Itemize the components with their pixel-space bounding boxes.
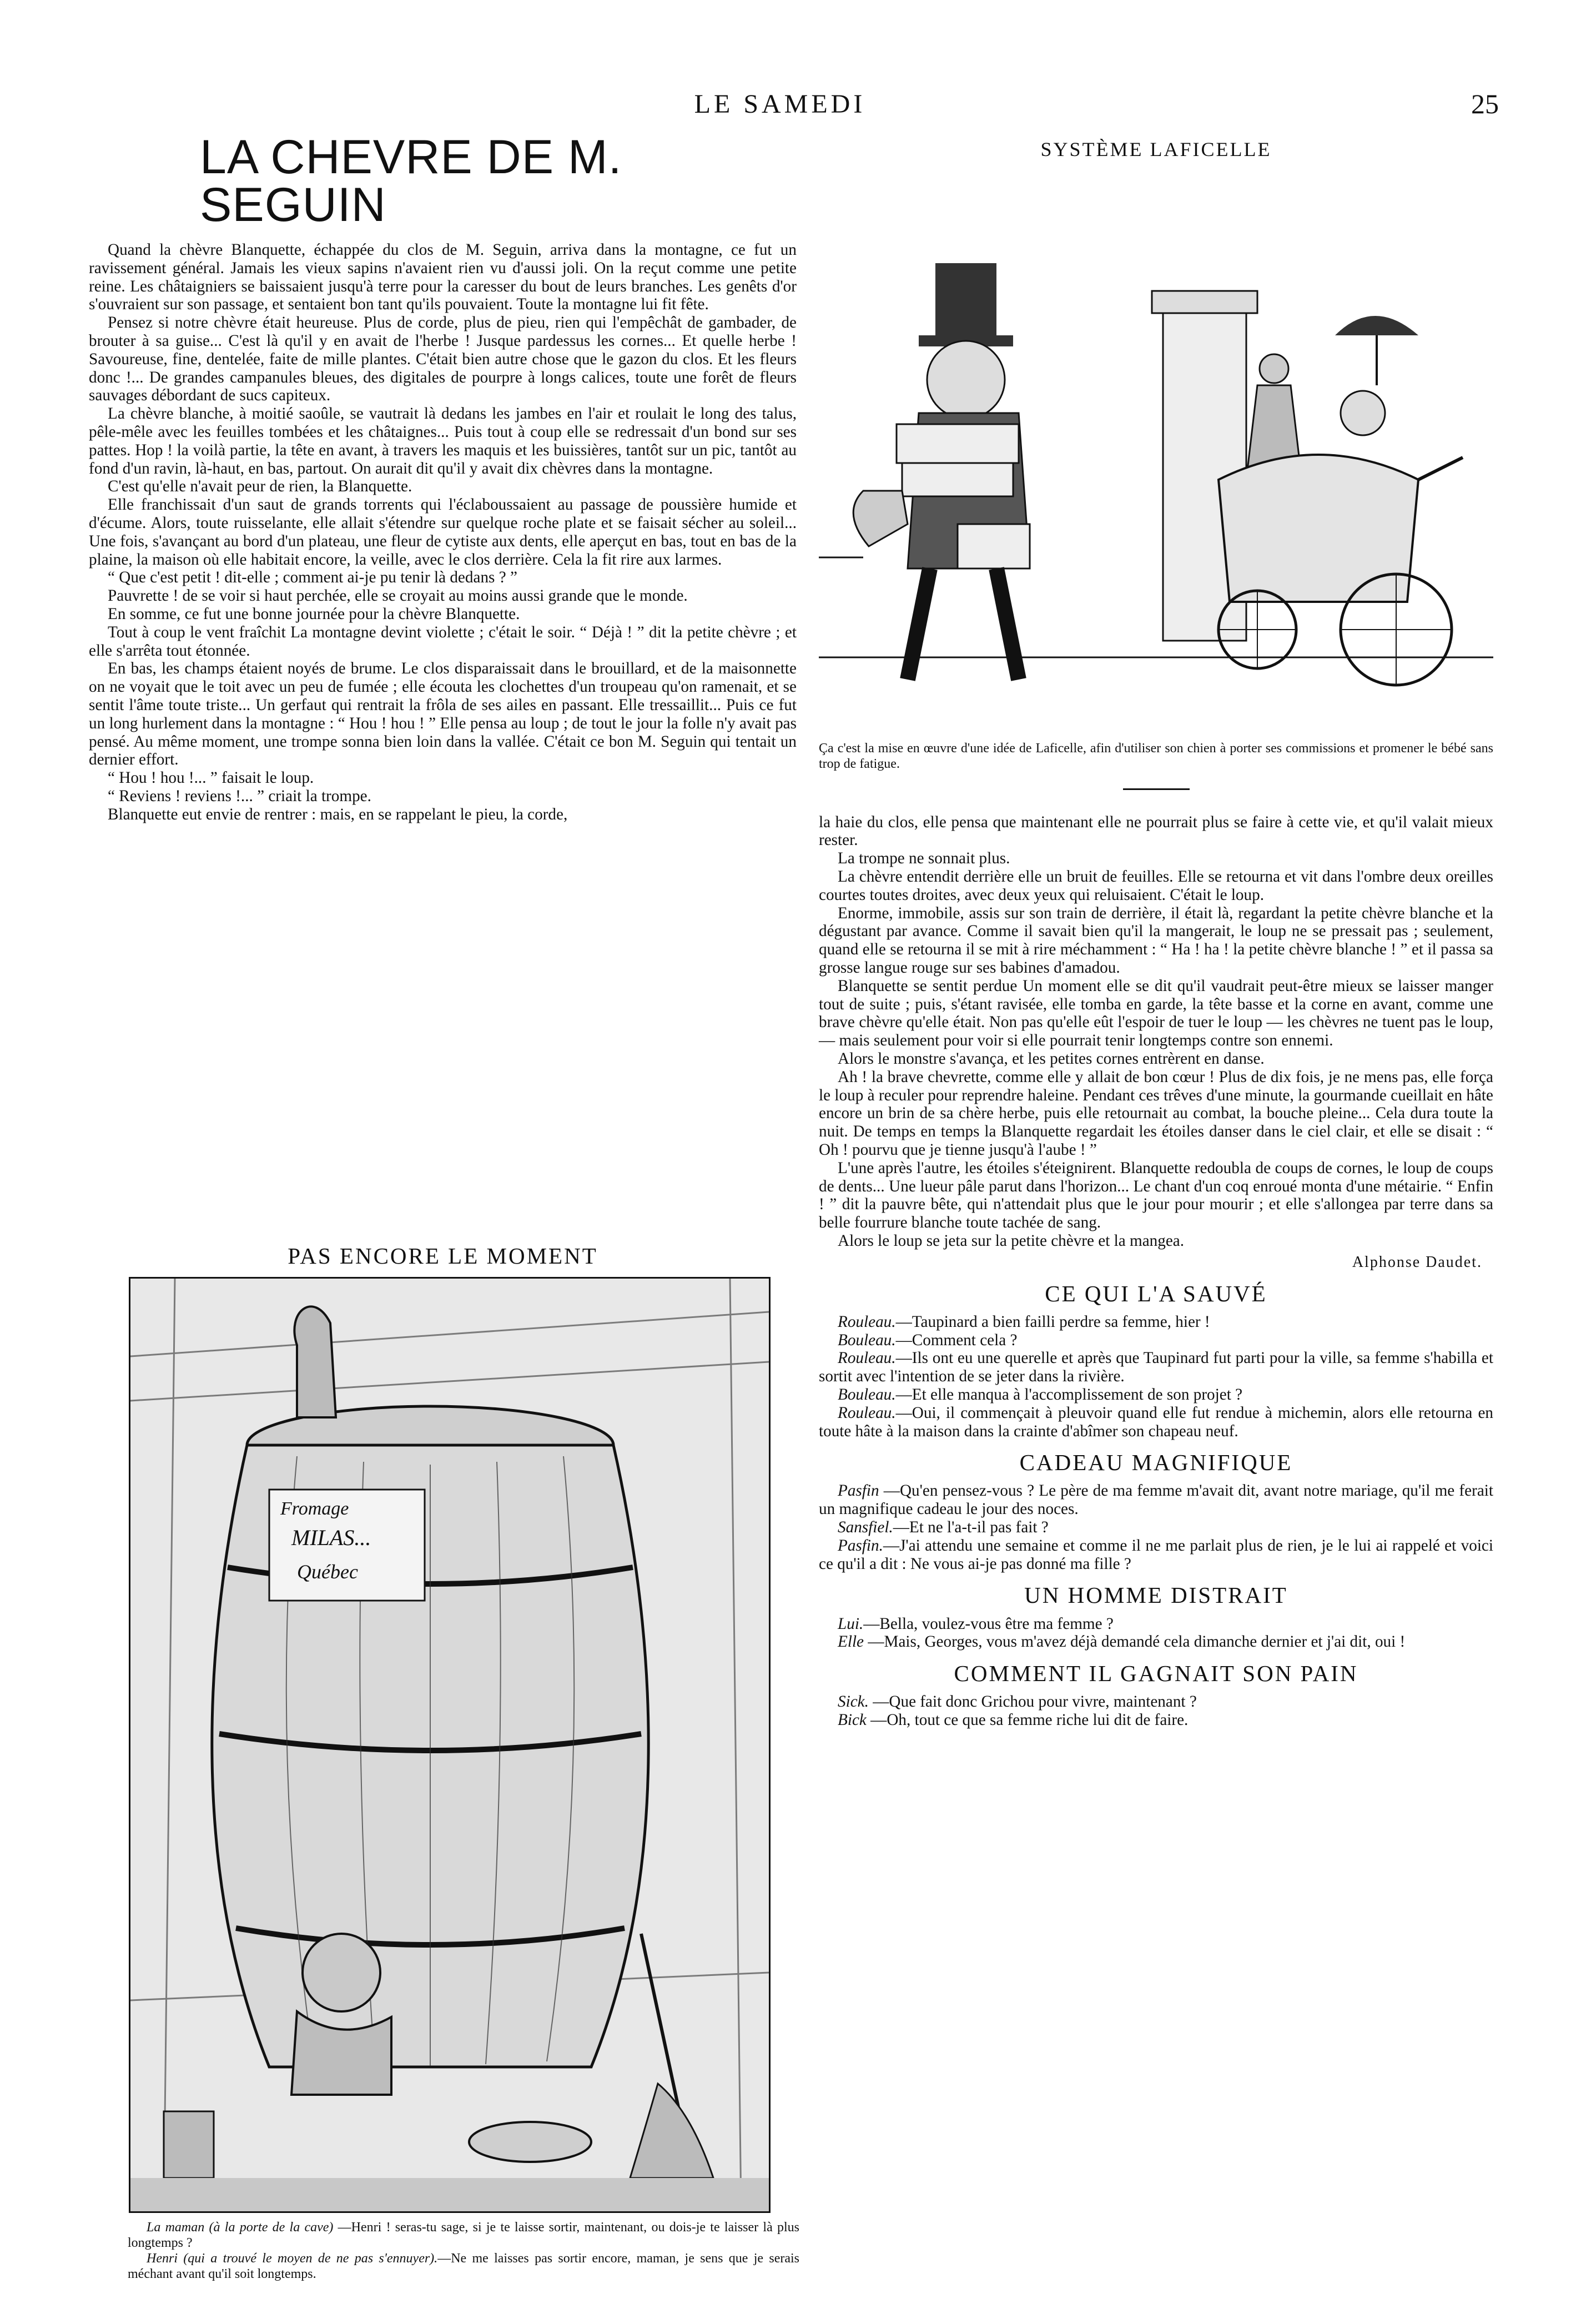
barrel-label-line: Fromage: [280, 1498, 349, 1519]
article-body: [89, 241, 797, 824]
cellar-barrel-drawing: [130, 1279, 769, 2211]
dialog-line: [819, 1633, 1493, 1651]
article-paragraph: Pensez si notre chèvre était heureuse. Plus de corde, plus de pieu, rien qui l'empêchât de gambader, de brouter à sa guise... C'est là qu'il y en avait de l'herbe ! Jusque pardessus les cornes... Et quelle herbe ! Savoureuse, fine, dentelée, faite de mille plantes. C'était bien autre chose que le gazon du clos. Et les fleurs donc !... De grandes campanules bleues, des digitales de pourpre à longs calices, toute une forêt de fleurs sauvages débordant de sucs capiteux.: [89, 314, 797, 405]
dialog-text: —Mais, Georges, vous m'avez déjà demandé cela dimanche dernier et j'ai dit, oui !: [864, 1633, 1406, 1651]
article-title: LA CHEVRE DE M. SEGUIN: [200, 130, 622, 232]
article-paragraph: la haie du clos, elle pensa que maintenant elle ne pourrait plus se faire à cette vie, et qu'il valait mieux rester.: [819, 813, 1493, 849]
joke-title: CE QUI L'A SAUVÉ: [1045, 1280, 1267, 1306]
caption-line: [128, 2251, 799, 2282]
cartoon-top-caption: Ça c'est la mise en œuvre d'une idée de Laficelle, afin d'utiliser son chien à porter ses commissions et promener le bébé sans trop de fatigue.: [819, 741, 1493, 771]
dialog-line: [819, 1349, 1493, 1386]
caption-speaker: Henri (qui a trouvé le moyen de ne pas s'ennuyer).: [147, 2251, 438, 2266]
dialog-line: [819, 1615, 1493, 1633]
dialog-line: [819, 1482, 1493, 1518]
article-paragraph: Tout à coup le vent fraîchit La montagne devint violette ; c'était le soir. “ Déjà ! ” dit la petite chèvre ; et elle s'arrêta tout étonnée.: [89, 623, 797, 660]
barrel-label-line: Québec: [297, 1561, 358, 1583]
caption-text: —Henri ! seras-tu sage, si je te laisse sortir, maintenant, ou dois-je te laisser là plus longtemps ?: [128, 2220, 800, 2250]
cartoon-top-illustration: [819, 169, 1493, 724]
dialog-speaker: Rouleau.: [838, 1349, 896, 1367]
article-paragraph: Enorme, immobile, assis sur son train de derrière, il était là, regardant la petite chèvre blanche et la dégustant par avance. Comme il savait bien qu'il la mangerait, le loup ne se pressait pas ; seulement, quand elle se retourna il se mit à rire méchamment : “ Ha ! ha ! la petite chèvre blanche ! ” et il passa sa grosse langue rouge sur ses babines d'amadou.: [819, 904, 1493, 977]
joke-title: COMMENT IL GAGNAIT SON PAIN: [954, 1661, 1358, 1687]
dialog-text: —Et elle manqua à l'accomplissement de son projet ?: [895, 1386, 1243, 1404]
caption-line: [128, 2220, 799, 2251]
joke-body: [819, 1482, 1493, 1573]
article-paragraph: La trompe ne sonnait plus.: [838, 849, 1010, 868]
article-paragraph: Pauvrette ! de se voir si haut perchée, elle se croyait au moins aussi grande que le monde.: [108, 587, 688, 605]
dialog-text: —Oui, il commençait à pleuvoir quand elle fut rendue à michemin, alors elle retourna en toute hâte à la maison dans la crainte d'abîmer son chapeau neuf.: [819, 1404, 1493, 1440]
article-paragraph: “ Que c'est petit ! dit-elle ; comment ai-je pu tenir là dedans ? ”: [108, 569, 517, 587]
dialog-speaker: Rouleau.: [838, 1312, 896, 1331]
dialog-text: —Et ne l'a-t-il pas fait ?: [893, 1518, 1049, 1537]
dialog-text: —Comment cela ?: [895, 1331, 1018, 1349]
cartoon-bottom-caption: [128, 2220, 799, 2282]
dialog-line: [819, 1711, 1493, 1729]
dialog-text: —Bella, voulez-vous être ma femme ?: [863, 1614, 1114, 1633]
barrel-label-line: MILAS...: [291, 1525, 371, 1550]
article-paragraph: Quand la chèvre Blanquette, échappée du clos de M. Seguin, arriva dans la montagne, ce fut un ravissement général. Jamais les vieux sapins n'avaient rien vu d'aussi joli. On la reçut comme une petite reine. Les châtaigniers se baissaient jusqu'à terre pour la caresser du bout de leurs branches. Les genêts d'or s'ouvraient sur son passage, et sentaient bon tant qu'ils pouvaient. Toute la montagne lui fit fête.: [89, 241, 797, 314]
article-paragraph: Ah ! la brave chevrette, comme elle y allait de bon cœur ! Plus de dix fois, je ne mens pas, elle força le loup à reculer pour reprendre haleine. Pendant ces trêves d'une minute, la gourmande cueillait en hâte encore un brin de sa chère herbe, puis elle retournait au combat, la bouche pleine... Cela dura toute la nuit. De temps en temps la Blanquette regardait les étoiles danser dans le ciel clair, et elle se disait : “ Oh ! pourvu que je tienne jusqu'à l'aube ! ”: [819, 1068, 1493, 1159]
dialog-line: [819, 1386, 1493, 1404]
dialog-line: [819, 1693, 1493, 1711]
dialog-speaker: Pasfin: [838, 1482, 879, 1500]
dialog-line: [819, 1313, 1493, 1331]
dialog-line: [819, 1404, 1493, 1441]
cartoon-bottom-title: PAS ENCORE LE MOMENT: [288, 1243, 598, 1269]
caption-text: —Ne me laisses pas sortir encore, maman, je sens que je serais méchant avant qu'il soit longtemps.: [128, 2251, 800, 2281]
page-number: 25: [1471, 88, 1499, 119]
dialog-text: —Taupinard a bien failli perdre sa femme, hier !: [895, 1312, 1210, 1331]
joke-title: UN HOMME DISTRAIT: [1024, 1582, 1288, 1608]
dialog-speaker: Bick: [838, 1711, 867, 1729]
dialog-speaker: Rouleau.: [838, 1404, 896, 1422]
joke-body: [819, 1693, 1493, 1729]
joke-section: [819, 1583, 1493, 1651]
article-paragraph: Blanquette eut envie de rentrer : mais, en se rappelant le pieu, la corde,: [108, 805, 568, 823]
dialog-speaker: Sick.: [838, 1693, 869, 1711]
running-title: LE SAMEDI: [694, 89, 866, 119]
dialog-speaker: Bouleau.: [838, 1386, 896, 1404]
dialog-speaker: Lui.: [838, 1614, 864, 1633]
article-paragraph: La chèvre entendit derrière elle un bruit de feuilles. Elle se retourna et vit dans l'ombre deux oreilles courtes toutes droites, avec deux yeux qui reluisaient. C'était le loup.: [819, 867, 1493, 904]
joke-section: [819, 1450, 1493, 1573]
dialog-speaker: Pasfin.: [838, 1536, 883, 1555]
article-signature: Alphonse Daudet.: [1352, 1253, 1482, 1271]
article-paragraph: Alors le loup se jeta sur la petite chèvre et la mangea.: [838, 1231, 1185, 1250]
article-paragraph: Alors le monstre s'avança, et les petites cornes entrèrent en danse.: [838, 1049, 1265, 1068]
left-column: [89, 130, 797, 824]
dialog-line: [819, 1518, 1493, 1537]
right-column: [819, 139, 1493, 1729]
joke-title: CADEAU MAGNIFIQUE: [1019, 1450, 1293, 1476]
joke-section: [819, 1661, 1493, 1729]
cartoon-top-title: SYSTÈME LAFICELLE: [1040, 138, 1272, 160]
dialog-text: —Oh, tout ce que sa femme riche lui dit de faire.: [866, 1711, 1189, 1729]
article-paragraph: C'est qu'elle n'avait peur de rien, la Blanquette.: [108, 477, 412, 496]
dialog-speaker: Bouleau.: [838, 1331, 896, 1349]
article-paragraph: Elle franchissait d'un saut de grands torrents qui l'éclaboussaient au passage de poussière humide et d'écume. Alors, toute ruisselante, elle allait s'étendre sur quelque roche plate et se faisait sécher au soleil... Une fois, s'avançant au bord d'un plateau, une fleur de cytiste aux dents, elle aperçut en bas, tout en bas de la plaine, la maison où elle habitait encore, la veille, avec le clos derrière. Cela la fit rire aux larmes.: [89, 496, 797, 569]
dialog-speaker: Elle: [838, 1633, 864, 1651]
article-paragraph: L'une après l'autre, les étoiles s'éteignirent. Blanquette redoubla de coups de cornes, le loup de coups de dents... Une lueur pâle parut dans l'horizon... Le chant d'un coq enroué monta d'une métairie. “ Enfin ! ” dit la pauvre bête, qui n'attendait plus que le jour pour mourir ; et elle s'allongea par terre dans sa belle fourrure blanche toute tachée de sang.: [819, 1159, 1493, 1232]
article-paragraph: En bas, les champs étaient noyés de brume. Le clos disparaissait dans le brouillard, et de la maisonnette on ne voyait que le toit avec un peu de fumée ; elle écouta les clochettes d'un troupeau qu'on ramenait, et se sentit l'âme toute triste... Un gerfaut qui rentrait la frôla de ses ailes en passant. Elle tressaillit... Puis ce fut un long hurlement dans la montagne : “ Hou ! hou ! ” Elle pensa au loup ; de tout le jour la folle n'y avait pas pensé. Au même moment, une trompe sonna bien loin dans la vallée. C'était ce bon M. Seguin qui tentait un dernier effort.: [89, 660, 797, 769]
article-continuation: [819, 813, 1493, 1250]
article-paragraph: En somme, ce fut une bonne journée pour la chèvre Blanquette.: [108, 605, 520, 623]
article-paragraph: Blanquette se sentit perdue Un moment elle se dit qu'il vaudrait peut-être mieux se laisser manger tout de suite ; puis, s'étant ravisée, elle tomba en garde, la tête basse et la corne en avant, comme une brave chèvre qu'elle était. Non pas qu'elle eût l'espoir de tuer le loup — les chèvres ne tuent pas le loup, — mais seulement pour voir si elle pourrait tenir longtemps contre son ennemi.: [819, 977, 1493, 1050]
dialog-line: [819, 1537, 1493, 1573]
dialog-text: —J'ai attendu une semaine et comme il ne me parlait plus de rien, je le lui ai rappelé et voici ce qu'il a dit : Ne vous ai-je pas donné ma fille ?: [819, 1536, 1493, 1573]
article-paragraph: “ Hou ! hou !... ” faisait le loup.: [108, 769, 314, 787]
article-paragraph: La chèvre blanche, à moitié saoûle, se vautrait là dedans les jambes en l'air et roulait le long des talus, pêle-mêle avec les feuilles tombées et les châtaignes... Puis tout à coup elle se redressait d'un bond sur ses pattes. Hop ! la voilà partie, la tête en avant, à travers les maquis et les buissières, tantôt sur un pic, tantôt au fond d'un ravin, là-haut, en bas, partout. On aurait dit qu'il y avait dix chèvres dans la montagne.: [89, 405, 797, 477]
dialog-text: —Qu'en pensez-vous ? Le père de ma femme m'avait dit, avant notre mariage, qu'il me ferait un magnifique cadeau le jour des noces.: [819, 1482, 1493, 1518]
joke-body: [819, 1615, 1493, 1652]
cartoon-bottom-illustration: [129, 1277, 771, 2213]
laficelle-drawing: [819, 169, 1493, 724]
joke-section: [819, 1281, 1493, 1441]
joke-body: [819, 1313, 1493, 1441]
dialog-text: —Que fait donc Grichou pour vivre, maintenant ?: [868, 1693, 1197, 1711]
dialog-text: —Ils ont eu une querelle et après que Taupinard fut parti pour la ville, sa femme s'habilla et sortit avec l'intention de se jeter dans la rivière.: [819, 1349, 1493, 1386]
dialog-line: [819, 1331, 1493, 1350]
caption-speaker: La maman (à la porte de la cave): [147, 2220, 334, 2235]
section-divider: [1123, 788, 1190, 790]
dialog-speaker: Sansfiel.: [838, 1518, 893, 1537]
article-paragraph: “ Reviens ! reviens !... ” criait la trompe.: [108, 787, 371, 805]
